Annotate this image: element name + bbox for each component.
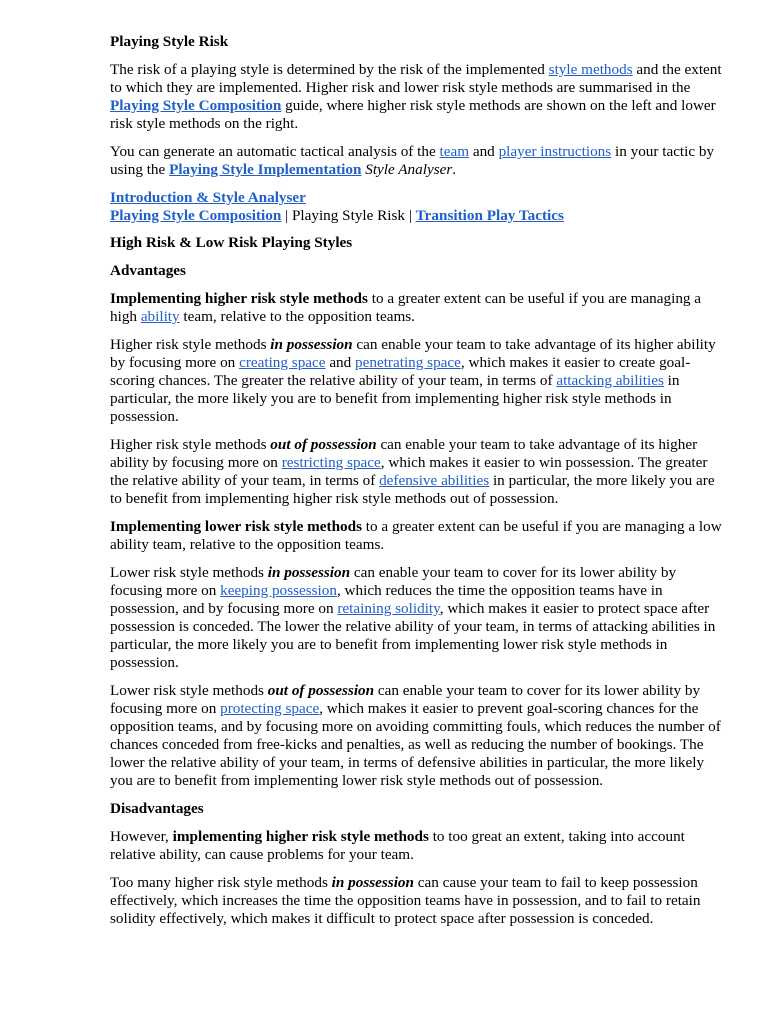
nav-link-transition-play-tactics[interactable]: Transition Play Tactics — [415, 207, 564, 224]
link-style-methods[interactable]: style methods — [548, 61, 633, 78]
link-team[interactable]: team — [439, 143, 470, 160]
page-title: Playing Style Risk — [110, 33, 229, 50]
text-run: to a greater extent can be useful if you are managing a high — [110, 290, 702, 325]
text-run: , which makes it easier to create goal-scoring chances. The greater the relative ability of your team, in terms of — [110, 354, 691, 389]
link-playing-style-composition[interactable]: Playing Style Composition — [110, 97, 282, 114]
nav-link-playing-style-composition[interactable]: Playing Style Composition — [110, 207, 282, 224]
link-restricting-space[interactable]: restricting space — [281, 454, 381, 471]
nav-separator: | — [281, 207, 292, 224]
text-run: , which makes it easier to protect space after possession is conceded. The lower the relative ability of your team, in terms of attacking abilities in particular, the more likely you are to benefit from implementing lower risk style methods in possession. — [110, 600, 716, 671]
bold-run: Implementing lower risk style methods — [110, 518, 362, 535]
text-run: and — [325, 354, 356, 371]
bold-italic-run: in possession — [270, 336, 353, 353]
bold-run: Implementing higher risk style methods — [110, 290, 368, 307]
link-ability[interactable]: ability — [140, 308, 180, 325]
disadvantages-paragraph-2 — [110, 874, 728, 928]
advantages-paragraph-1 — [110, 290, 728, 326]
disadvantages-heading: Disadvantages — [110, 800, 204, 817]
text-run: You can generate an automatic tactical analysis of the — [110, 143, 440, 160]
text-run: can cause your team to fail to keep possession effectively, which increases the time the opposition teams have in possession, and to fail to retain solidity effectively, which makes it difficult to protect space after possession is conceded. — [110, 874, 701, 927]
link-creating-space[interactable]: creating space — [239, 354, 326, 371]
bold-run: implementing higher risk style methods — [172, 828, 429, 845]
link-protecting-space[interactable]: protecting space — [220, 700, 320, 717]
link-defensive-abilities[interactable]: defensive abilities — [379, 472, 490, 489]
advantages-paragraph-4 — [110, 518, 728, 554]
bold-italic-run: out of possession — [267, 682, 375, 699]
text-run: can enable your team to take advantage of its higher ability by focusing more on — [110, 336, 716, 371]
text-run: can enable your team to take advantage of its higher ability by focusing more on — [110, 436, 698, 471]
section-heading: High Risk & Low Risk Playing Styles — [110, 234, 353, 251]
advantages-paragraph-3 — [110, 436, 728, 508]
advantages-paragraph-6 — [110, 682, 728, 790]
text-run: However, — [110, 828, 173, 845]
text-run: in particular, the more likely you are to benefit from implementing higher risk style methods out of possession. — [110, 472, 715, 507]
style-analyser-term: Style Analyser — [365, 161, 453, 178]
intro-paragraph-1 — [110, 61, 728, 133]
bold-italic-run: in possession — [267, 564, 351, 581]
nav-separator: | — [405, 207, 416, 224]
text-run: Lower risk style methods — [110, 564, 268, 581]
link-penetrating-space[interactable]: penetrating space — [355, 354, 461, 371]
text-run: , which makes it easier to prevent goal-scoring chances for the opposition teams, and by focusing more on avoiding committing fouls, which reduces the number of chances conceded from free-kicks and penalties, as well as reducing the number of bookings. The lower the relative ability of your team, in terms of defensive abilities in particular, the more likely you are to benefit from implementing lower risk style methods out of possession. — [110, 700, 721, 789]
text-run: to too great an extent, taking into account relative ability, can cause problems for your team. — [110, 828, 685, 863]
nav-link-introduction[interactable]: Introduction & Style Analyser — [110, 189, 306, 206]
text-run: Higher risk style methods — [110, 336, 271, 353]
link-retaining-solidity[interactable]: retaining solidity — [337, 600, 440, 617]
text-run: can enable your team to cover for its lower ability by focusing more on — [110, 564, 677, 599]
text-run: and — [469, 143, 499, 160]
intro-paragraph-2 — [110, 143, 728, 179]
link-keeping-possession[interactable]: keeping possession — [220, 582, 337, 599]
bold-italic-run: in possession — [331, 874, 414, 891]
text-run: in particular, the more likely you are to benefit from implementing higher risk style methods in possession. — [110, 372, 680, 425]
text-run: can enable your team to cover for its lower ability by focusing more on — [110, 682, 701, 717]
advantages-paragraph-2 — [110, 336, 728, 426]
bold-italic-run: out of possession — [270, 436, 377, 453]
text-run: Lower risk style methods — [110, 682, 268, 699]
text-run: team, relative to the opposition teams. — [179, 308, 415, 325]
advantages-paragraph-5 — [110, 564, 728, 672]
link-player-instructions[interactable]: player instructions — [498, 143, 612, 160]
text-run: , which makes it easier to win possession. The greater the relative ability of your team, in terms of — [110, 454, 708, 489]
text-run: Higher risk style methods — [110, 436, 271, 453]
text-run: to a greater extent can be useful if you are managing a low ability team, relative to the opposition teams. — [110, 518, 722, 553]
nav-current-page: Playing Style Risk — [291, 207, 406, 224]
text-run: . — [452, 161, 457, 178]
disadvantages-paragraph-1 — [110, 828, 728, 864]
link-playing-style-implementation[interactable]: Playing Style Implementation — [169, 161, 362, 178]
text-run: , which reduces the time the opposition teams have in possession, and by focusing more on — [110, 582, 663, 617]
text-run: Too many higher risk style methods — [110, 874, 332, 891]
link-attacking-abilities[interactable]: attacking abilities — [556, 372, 664, 389]
advantages-heading: Advantages — [110, 262, 186, 279]
text-run: and the extent to which they are implemented. Higher risk and lower risk style methods are summarised in the — [110, 61, 722, 96]
text-run: The risk of a playing style is determined by the risk of the implemented — [110, 61, 549, 78]
text-run: guide, where higher risk style methods are shown on the left and lower risk style methods on the right. — [110, 97, 716, 132]
text-run: in your tactic by using the — [110, 143, 715, 178]
guide-navigation — [110, 189, 728, 225]
